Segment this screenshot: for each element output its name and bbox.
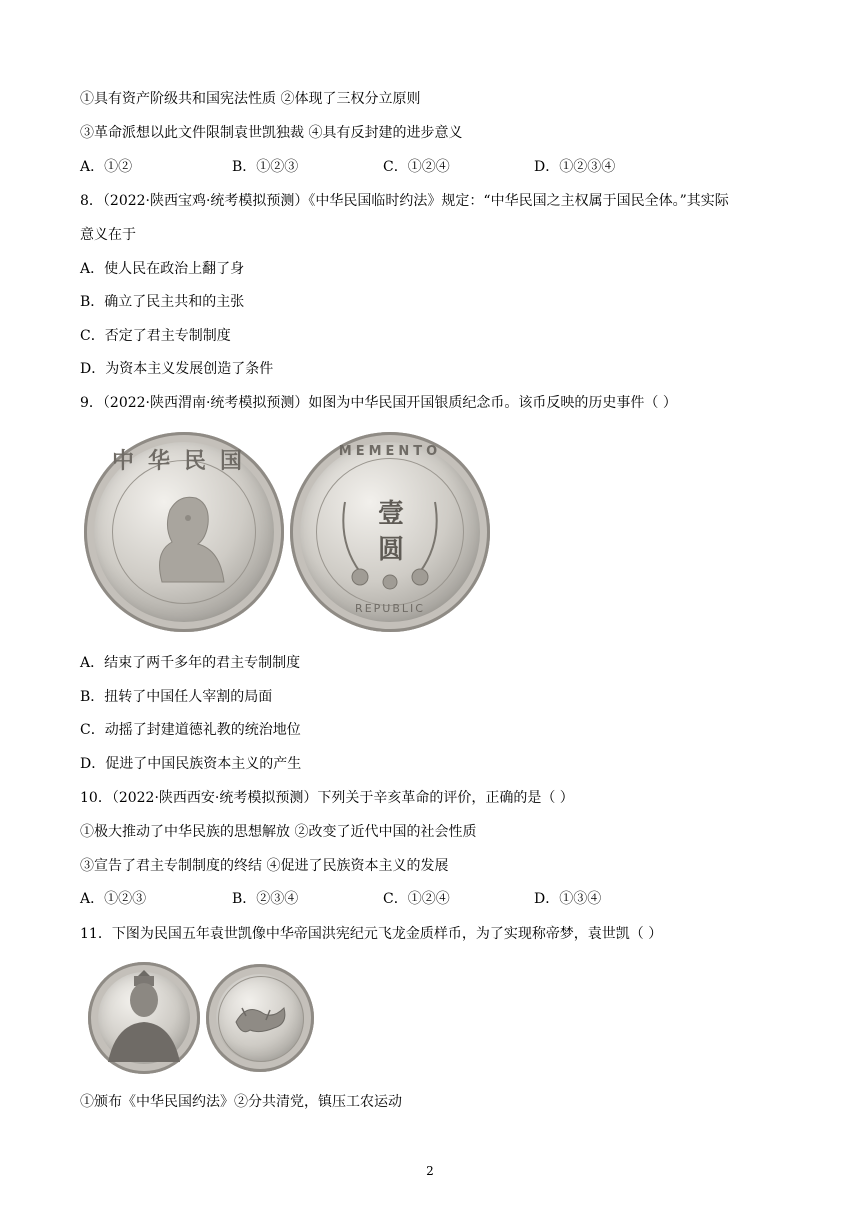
q7-option-b[interactable]: B．①②③	[232, 159, 299, 175]
q7-statements-line1: ①具有资产阶级共和国宪法性质 ②体现了三权分立原则	[80, 91, 421, 107]
q10-stem: 10．（2022·陕西西安·统考模拟预测）下列关于辛亥革命的评价，正确的是（ ）	[80, 790, 574, 806]
q8-option-a[interactable]: A．使人民在政治上翻了身	[80, 261, 245, 277]
q10-statements-line1: ①极大推动了中华民族的思想解放 ②改变了近代中国的社会性质	[80, 824, 477, 840]
q9-option-b[interactable]: B．扭转了中国任人宰割的局面	[80, 689, 273, 705]
dragon-icon	[206, 964, 314, 1072]
q11-coin-image	[88, 962, 318, 1074]
q10-option-c[interactable]: C．①②④	[383, 891, 450, 907]
yuan-shikai-coin-back	[206, 964, 314, 1072]
q8-stem-line2: 意义在于	[80, 227, 136, 243]
q9-option-c[interactable]: C．动摇了封建道德礼教的统治地位	[80, 722, 301, 738]
q11-statements-line1: ①颁布《中华民国约法》②分共清党，镇压工农运动	[80, 1094, 402, 1110]
coin-back	[290, 432, 490, 632]
q9-coin-image	[82, 430, 494, 635]
q9-stem: 9．（2022·陕西渭南·统考模拟预测）如图为中华民国开国银质纪念币。该币反映的历史事件（ ）	[80, 395, 677, 411]
coin-back-rim-bottom: REPUBLIC	[355, 602, 425, 615]
q9-option-d[interactable]: D．促进了中国民族资本主义的产生	[80, 756, 302, 772]
q8-stem-line1: 8．（2022·陕西宝鸡·统考模拟预测）《中华民国临时约法》规定：“中华民国之主权属于国民全体。”其实际	[80, 193, 729, 209]
q9-option-a[interactable]: A．结束了两千多年的君主专制制度	[80, 655, 301, 671]
q8-option-d[interactable]: D．为资本主义发展创造了条件	[80, 361, 274, 377]
q8-option-c[interactable]: C．否定了君主专制制度	[80, 328, 231, 344]
q7-option-d[interactable]: D．①②③④	[534, 159, 616, 175]
q10-option-d[interactable]: D．①③④	[534, 891, 602, 907]
portrait-icon	[88, 962, 200, 1074]
coin-back-value: 壹圆	[377, 499, 404, 565]
q11-stem: 11．下图为民国五年袁世凯像中华帝国洪宪纪元飞龙金质样币，为了实现称帝梦，袁世凯（ ）	[80, 926, 663, 942]
coin-front	[84, 432, 284, 632]
q7-statements-line2: ③革命派想以此文件限制袁世凯独裁 ④具有反封建的进步意义	[80, 125, 463, 141]
q10-statements-line2: ③宣告了君主专制制度的终结 ④促进了民族资本主义的发展	[80, 858, 449, 874]
q8-option-b[interactable]: B．确立了民主共和的主张	[80, 294, 245, 310]
q7-option-a[interactable]: A．①②	[80, 159, 133, 175]
q10-option-b[interactable]: B．②③④	[232, 891, 299, 907]
coin-back-rim-text: MEMENTO	[338, 444, 442, 459]
yuan-shikai-coin-front	[88, 962, 200, 1074]
q7-option-c[interactable]: C．①②④	[383, 159, 450, 175]
page-number: 2	[426, 1164, 434, 1178]
coin-front-text: 中华民国	[111, 448, 256, 474]
q10-option-a[interactable]: A．①②③	[80, 891, 147, 907]
